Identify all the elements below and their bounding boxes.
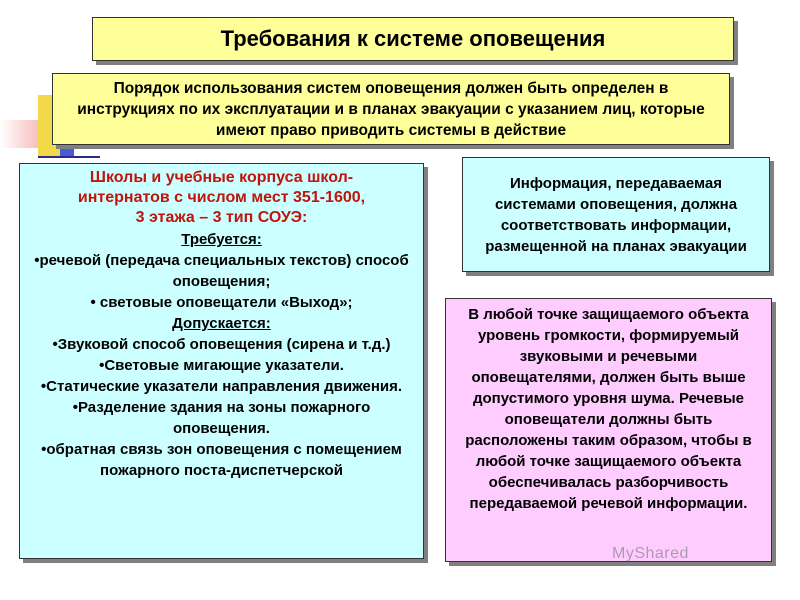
allowed-item: •Разделение здания на зоны пожарного оповещения. (72, 399, 371, 437)
decor-line (38, 156, 100, 158)
required-item: •речевой (передача специальных текстов) способ оповещения; (34, 252, 409, 290)
page-title: Требования к системе оповещения (92, 17, 734, 61)
required-label: Требуется: (181, 231, 262, 248)
required-item: • световые оповещатели «Выход»; (90, 294, 353, 311)
schools-requirements-panel (19, 163, 424, 559)
order-note (52, 73, 730, 145)
allowed-item: •Световые мигающие указатели. (99, 357, 344, 374)
sound-level-panel (445, 298, 772, 562)
information-panel (462, 157, 770, 272)
allowed-item: •Звуковой способ оповещения (сирена и т.д.) (52, 336, 391, 353)
allowed-item: •обратная связь зон оповещения с помещением пожарного поста-диспетчерской (41, 441, 402, 479)
information-text: Информация, передаваемая системами оповещения, должна соответствовать информации, размещенной на планах эвакуации (485, 174, 747, 255)
sound-level-text: В любой точке защищаемого объекта уровень громкости, формируемый звуковыми и речевыми оповещателями, должен быть выше допустимого уровня шума. Речевые оповещатели должны быть расположены таким образом, чтобы в любой точке защищаемого объекта обеспечивалась разборчивость передаваемой речевой информации. (465, 306, 752, 512)
allowed-item: •Статические указатели направления движения. (40, 378, 403, 395)
schools-heading: Школы и учебные корпуса школ- интернатов с числом мест 351-1600, 3 этажа – 3 тип СОУЭ: (77, 169, 366, 226)
order-note-text: Порядок использования систем оповещения должен быть определен в инструкциях по их эксплуатации и в планах эвакуации с указанием лиц, которые имеют право приводить системы в действие (77, 79, 705, 139)
allowed-label: Допускается: (172, 315, 271, 332)
watermark-logo: MyShared (612, 545, 689, 562)
